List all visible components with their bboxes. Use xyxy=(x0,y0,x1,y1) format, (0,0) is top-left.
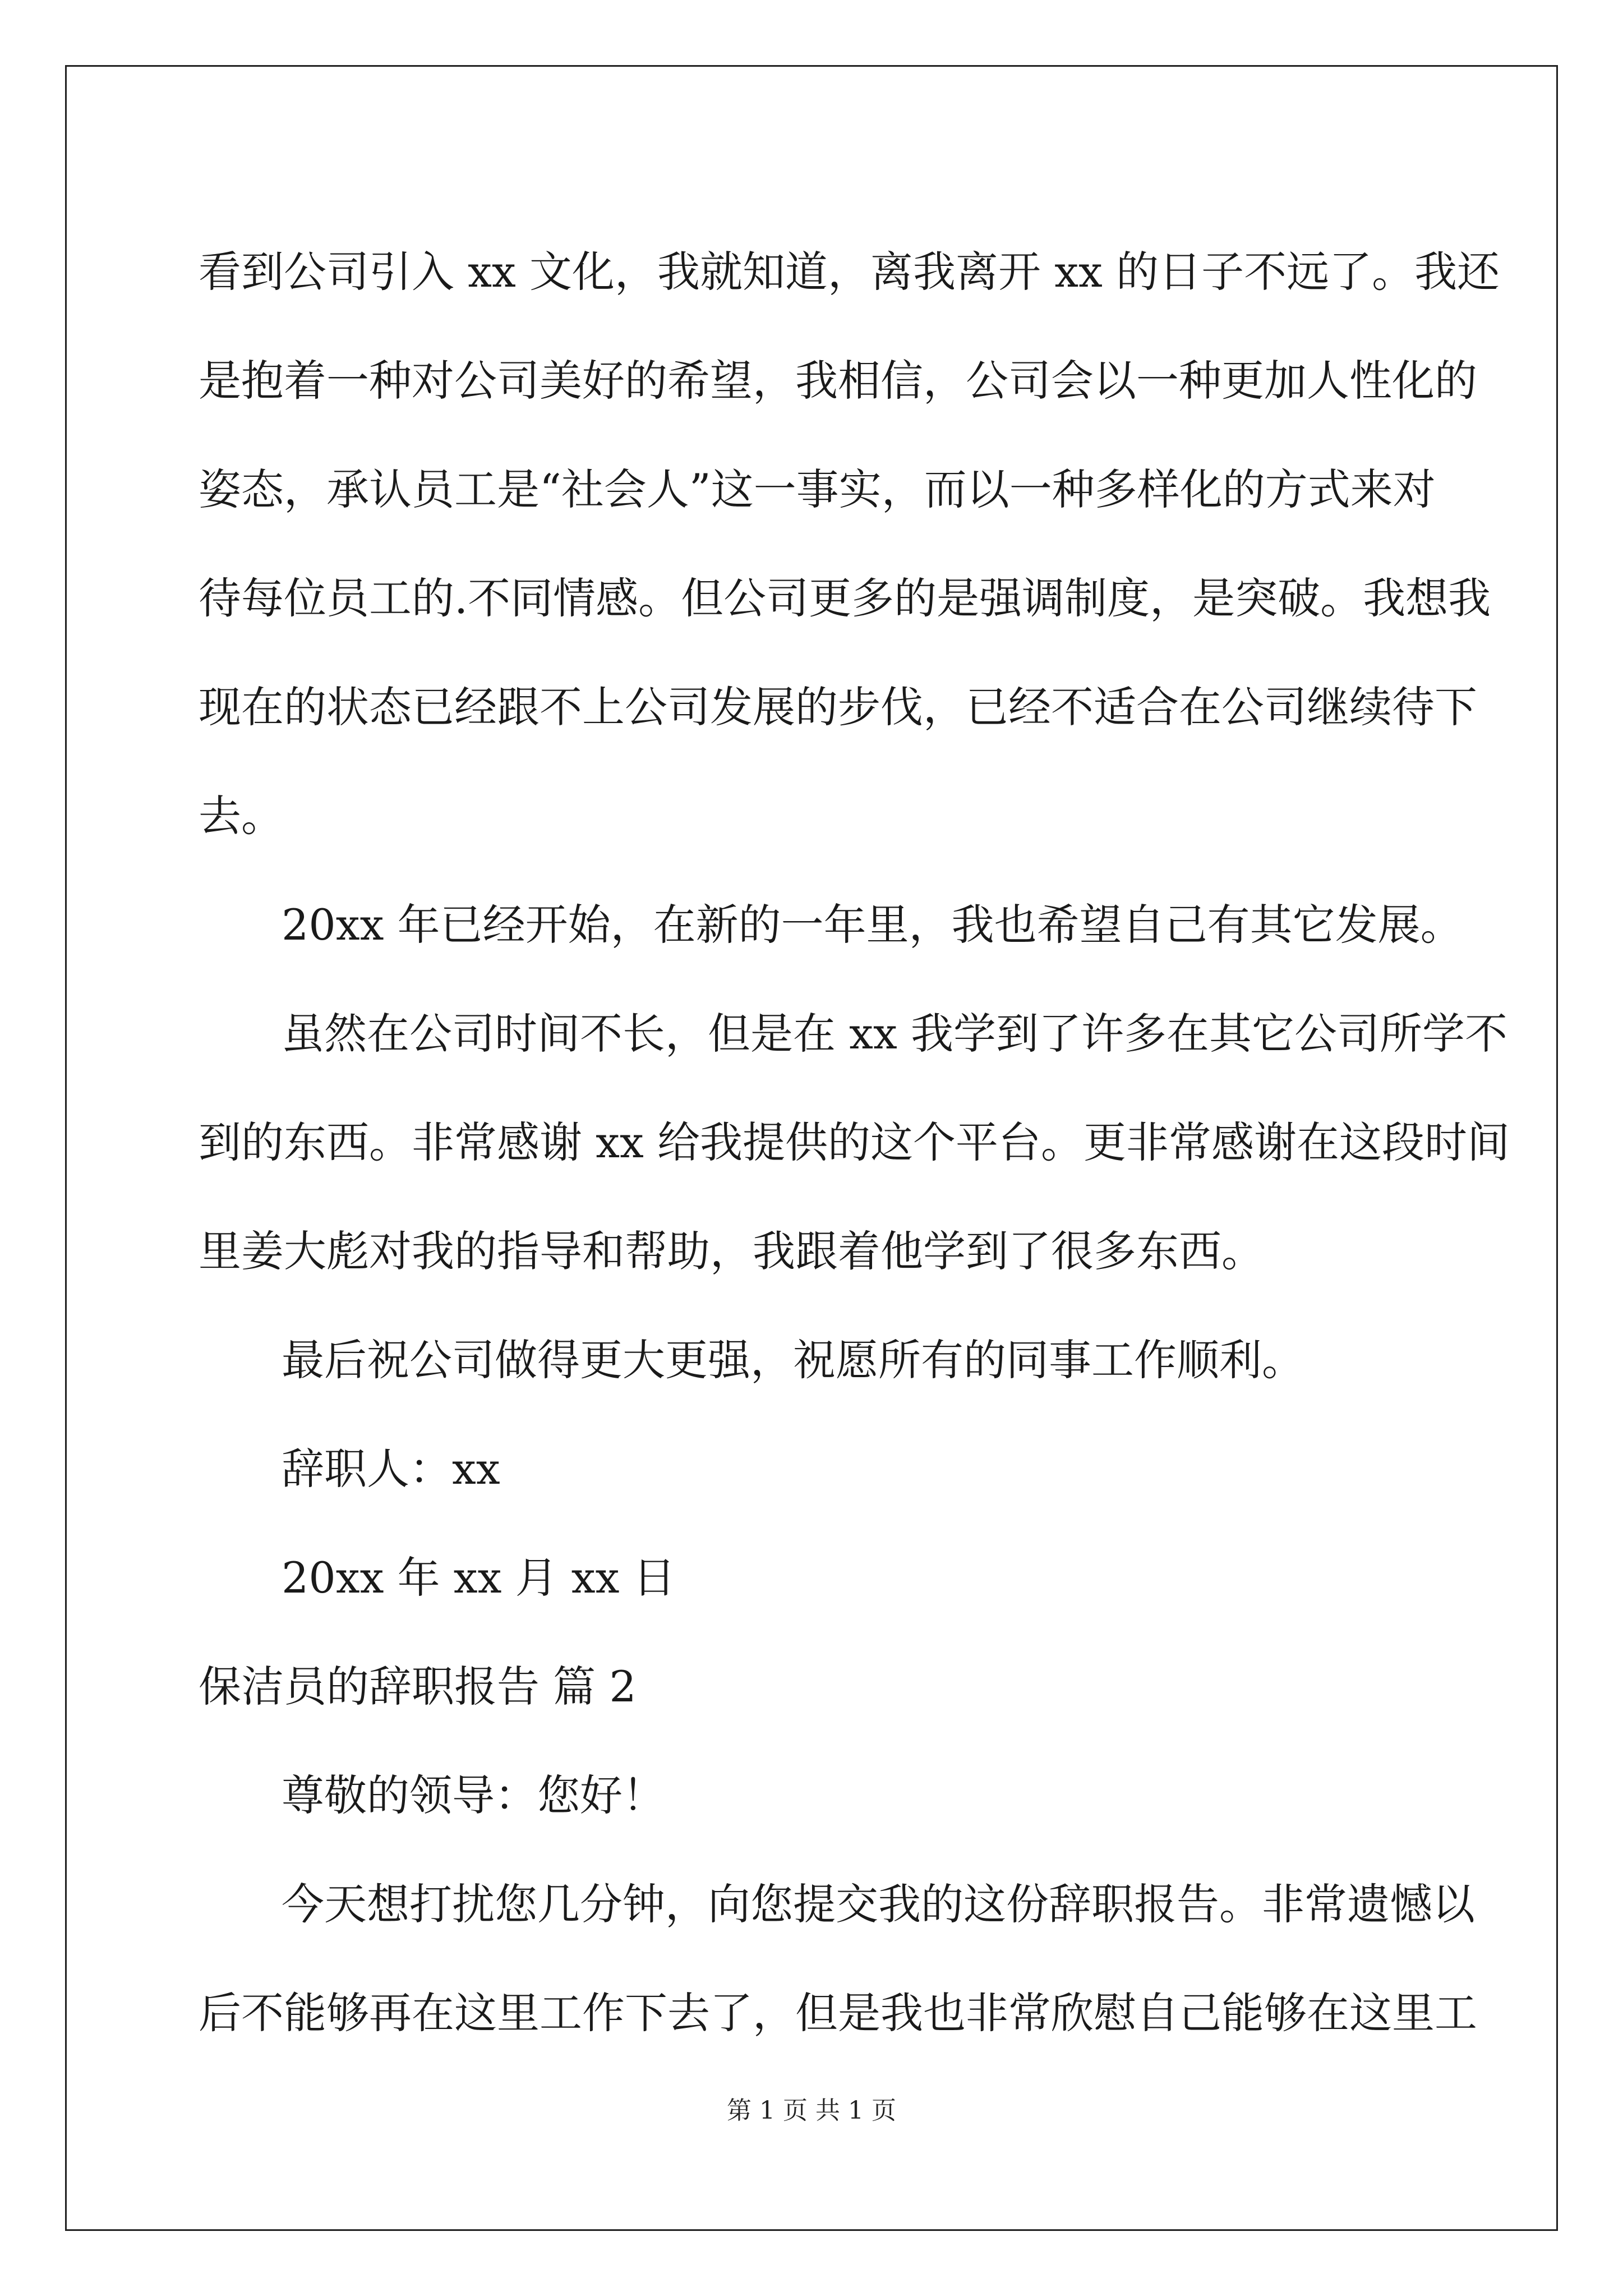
paragraph-line: 姿态，承认员工是“社会人”这一事实，而以一种多样化的方式来对 xyxy=(199,464,1436,514)
section-heading: 保洁员的辞职报告 篇 2 xyxy=(199,1662,637,1711)
date-line: 20xx 年 xx 月 xx 日 xyxy=(282,1553,676,1603)
paragraph-line: 到的东西。非常感谢 xx 给我提供的这个平台。更非常感谢在这段时间 xyxy=(199,1117,1510,1167)
paragraph-line: 现在的状态已经跟不上公司发展的步伐，已经不适合在公司继续待下 xyxy=(199,682,1477,732)
page-footer: 第 1 页 共 1 页 xyxy=(727,2096,896,2125)
paragraph-line: 待每位员工的.不同情感。但公司更多的是强调制度，是突破。我想我 xyxy=(199,573,1491,623)
document-body xyxy=(199,218,1510,2068)
paragraph-line: 里姜大彪对我的指导和帮助，我跟着他学到了很多东西。 xyxy=(199,1226,1264,1276)
paragraph-line: 后不能够再在这里工作下去了，但是我也非常欣慰自己能够在这里工 xyxy=(199,1988,1477,2038)
paragraph-line: 最后祝公司做得更大更强，祝愿所有的同事工作顺利。 xyxy=(282,1335,1304,1385)
paragraph-line: 20xx 年已经开始，在新的一年里，我也希望自己有其它发展。 xyxy=(282,900,1463,950)
paragraph-line: 去。 xyxy=(199,791,284,841)
signature-line: 辞职人：xx xyxy=(282,1444,500,1494)
salutation-line: 尊敬的领导：您好！ xyxy=(282,1770,665,1820)
paragraph-line: 今天想打扰您几分钟，向您提交我的这份辞职报告。非常遗憾以 xyxy=(282,1879,1475,1929)
paragraph-line: 是抱着一种对公司美好的希望，我相信，公司会以一种更加人性化的 xyxy=(199,356,1477,406)
paragraph-line: 看到公司引入 xx 文化，我就知道，离我离开 xx 的日子不远了。我还 xyxy=(199,247,1500,297)
paragraph-line: 虽然在公司时间不长，但是在 xx 我学到了许多在其它公司所学不 xyxy=(282,1009,1508,1059)
